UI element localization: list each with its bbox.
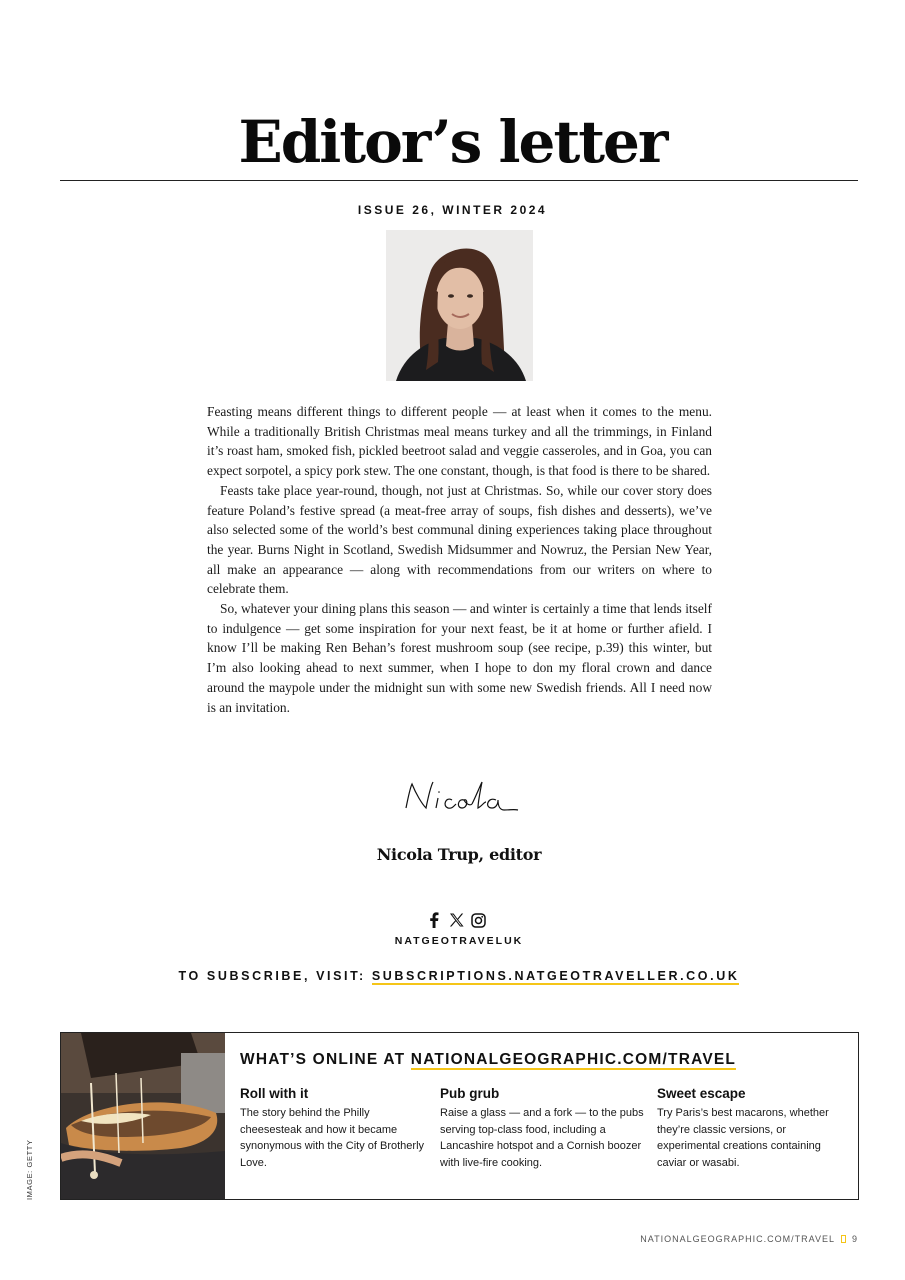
letter-paragraph: Feasts take place year-round, though, not just at Christmas. So, while our cover story does feature Poland’s festive spread (a meat-free array of soups, fish dishes and desserts), we’ve also selected some of the world’s best communal dining experiences taking place throughout the year. Burns Night in Scotland, Swedish Midsummer and Nowruz, the Persian New Year, all make an appearance — along with recommendations from our writers on where to celebrate them. bbox=[207, 482, 712, 597]
online-item-title[interactable]: Sweet escape bbox=[657, 1086, 746, 1101]
page-footer bbox=[640, 1234, 858, 1244]
image-credit: IMAGE: GETTY bbox=[25, 1139, 34, 1200]
online-item[interactable] bbox=[440, 1086, 650, 1171]
title-divider bbox=[60, 180, 858, 181]
footer-square-icon bbox=[841, 1235, 846, 1243]
subscribe-label: TO SUBSCRIBE, VISIT: bbox=[178, 969, 372, 983]
instagram-icon[interactable] bbox=[470, 912, 486, 928]
letter-paragraph: Feasting means different things to different people — at least when it comes to the menu. While a traditionally British Christmas meal means turkey and all the trimmings, in Finland it’s roast ham, smoked fish, pickled beetroot salad and veggie casseroles, and in Goa, you can expect sorpotel, a spicy pork stew. The one constant, though, is that food is there to be shared. bbox=[207, 404, 712, 479]
natgeo-travel-link[interactable]: NATIONALGEOGRAPHIC.COM/TRAVEL bbox=[410, 1051, 737, 1068]
online-item-title[interactable]: Roll with it bbox=[240, 1086, 309, 1101]
online-item-text: Try Paris’s best macarons, whether they’re classic versions, or experimental creations containing caviar or wasabi. bbox=[657, 1107, 829, 1169]
online-item-text: The story behind the Philly cheesesteak and how it became synonymous with the City of Brotherly Love. bbox=[240, 1107, 425, 1169]
subscribe-line bbox=[0, 969, 905, 983]
cheesesteak-photo bbox=[61, 1033, 225, 1199]
letter-paragraph: So, whatever your dining plans this season — and winter is certainly a time that lends itself to indulgence — get some inspiration for your next feast, be it at home or further afield. I know I’ll be making Ren Behan’s forest mushroom soup (see recipe, p.39) this winter, but I’m also looking ahead to next summer, when I hope to don my floral crown and dance around the maypole under the midnight sun with some new Swedish friends. All I need now is an invitation. bbox=[207, 601, 712, 715]
social-handle: NATGEOTRAVELUK bbox=[394, 935, 524, 947]
x-icon[interactable] bbox=[448, 912, 464, 928]
page-number: 9 bbox=[851, 1234, 858, 1244]
letter-body bbox=[207, 402, 712, 717]
editor-signoff: Nicola Trup, editor bbox=[376, 845, 542, 864]
footer-site: NATIONALGEOGRAPHIC.COM/TRAVEL bbox=[640, 1234, 835, 1244]
editor-signature bbox=[400, 776, 520, 816]
online-item-title[interactable]: Pub grub bbox=[440, 1086, 500, 1101]
facebook-icon[interactable] bbox=[426, 912, 442, 928]
whats-online-label: WHAT’S ONLINE AT bbox=[240, 1051, 411, 1068]
editor-portrait bbox=[386, 230, 533, 381]
whats-online-box bbox=[60, 1032, 859, 1200]
online-item[interactable] bbox=[240, 1086, 425, 1171]
online-item[interactable] bbox=[657, 1086, 837, 1171]
issue-label: ISSUE 26, WINTER 2024 bbox=[357, 203, 548, 217]
online-item-text: Raise a glass — and a fork — to the pubs serving top-class food, including a Lancashire hotspot and a Cornish boozer with live-fire cooking. bbox=[440, 1107, 644, 1169]
page-title: Editor’s letter bbox=[238, 108, 667, 176]
social-links bbox=[426, 911, 492, 929]
whats-online-heading bbox=[240, 1051, 736, 1069]
subscribe-link[interactable]: SUBSCRIPTIONS.NATGEOTRAVELLER.CO.UK bbox=[371, 969, 740, 983]
